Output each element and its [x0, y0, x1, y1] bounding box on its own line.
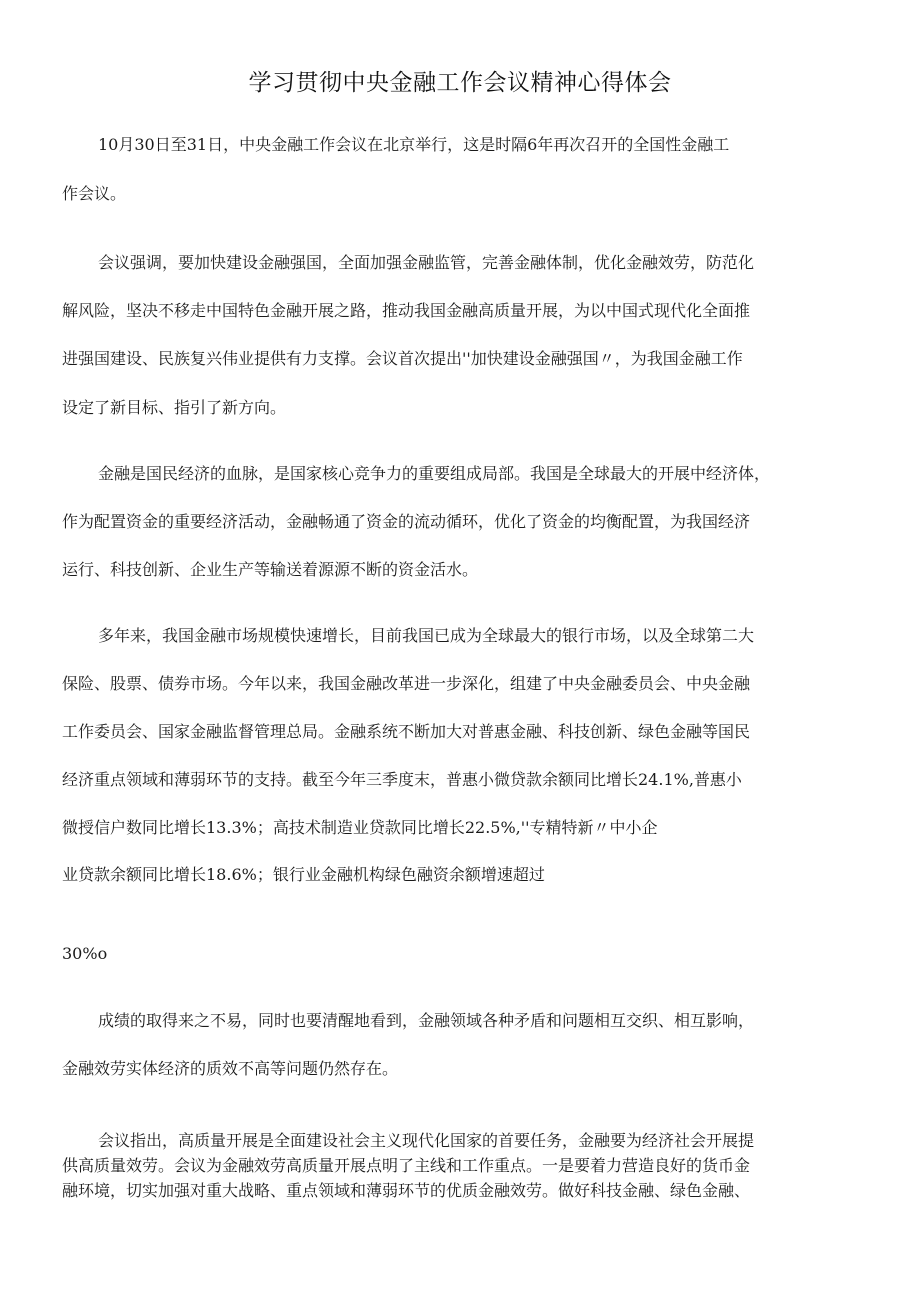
paragraph-4-line-1: 多年来，我国金融市场规模快速增长，目前我国已成为全球最大的银行市场，以及全球第二大 — [98, 626, 755, 645]
paragraph-4-line-6: 业贷款余额同比增长18.6%；银行业金融机构绿色融资余额增速超过 — [62, 865, 545, 884]
paragraph-3-line-3: 运行、科技创新、企业生产等输送着源源不断的资金活水。 — [62, 560, 479, 579]
paragraph-4-line-2: 保险、股票、债券市场。今年以来，我国金融改革进一步深化，组建了中央金融委员会、中央金融 — [62, 674, 751, 693]
paragraph-5-line-1: 成绩的取得来之不易，同时也要清醒地看到，金融领域各种矛盾和问题相互交织、相互影响， — [98, 1011, 755, 1030]
document-title: 学习贯彻中央金融工作会议精神心得体会 — [248, 70, 672, 96]
paragraph-4-line-5: 微授信户数同比增长13.3%；高技术制造业贷款同比增长22.5%,''专精特新〃中小企 — [62, 818, 658, 837]
paragraph-5-line-2: 金融效劳实体经济的质效不高等问题仍然存在。 — [62, 1059, 399, 1078]
paragraph-4-line-7: 30%o — [62, 944, 108, 963]
paragraph-6-line-1: 会议指出，高质量开展是全面建设社会主义现代化国家的首要任务，金融要为经济社会开展提 — [98, 1131, 755, 1150]
paragraph-1-line-1: 10月30日至31日，中央金融工作会议在北京举行，这是时隔6年再次召开的全国性金融工 — [98, 135, 730, 154]
paragraph-2-line-1: 会议强调，要加快建设金融强国，全面加强金融监管，完善金融体制，优化金融效劳，防范化 — [98, 253, 755, 272]
paragraph-2-line-3: 进强国建设、民族复兴伟业提供有力支撑。会议首次提出''加快建设金融强国〃，为我国金融工作 — [62, 349, 743, 368]
paragraph-4-line-3: 工作委员会、国家金融监督管理总局。金融系统不断加大对普惠金融、科技创新、绿色金融等国民 — [62, 722, 751, 741]
paragraph-6-line-2: 供高质量效劳。会议为金融效劳高质量开展点明了主线和工作重点。一是要着力营造良好的货币金 — [62, 1156, 751, 1175]
paragraph-1-line-2: 作会议。 — [62, 184, 127, 203]
paragraph-4-line-4: 经济重点领域和薄弱环节的支持。截至今年三季度末，普惠小微贷款余额同比增长24.1%,普惠小 — [62, 770, 742, 789]
paragraph-6-line-3: 融环境，切实加强对重大战略、重点领域和薄弱环节的优质金融效劳。做好科技金融、绿色金融、 — [62, 1181, 751, 1200]
paragraph-3-line-2: 作为配置资金的重要经济活动，金融畅通了资金的流动循环，优化了资金的均衡配置，为我国经济 — [62, 512, 751, 531]
paragraph-2-line-2: 解风险，坚决不移走中国特色金融开展之路，推动我国金融高质量开展，为以中国式现代化全面推 — [62, 301, 751, 320]
paragraph-3-line-1: 金融是国民经济的血脉，是国家核心竞争力的重要组成局部。我国是全球最大的开展中经济体， — [98, 464, 771, 483]
paragraph-2-line-4: 设定了新目标、指引了新方向。 — [62, 398, 287, 417]
